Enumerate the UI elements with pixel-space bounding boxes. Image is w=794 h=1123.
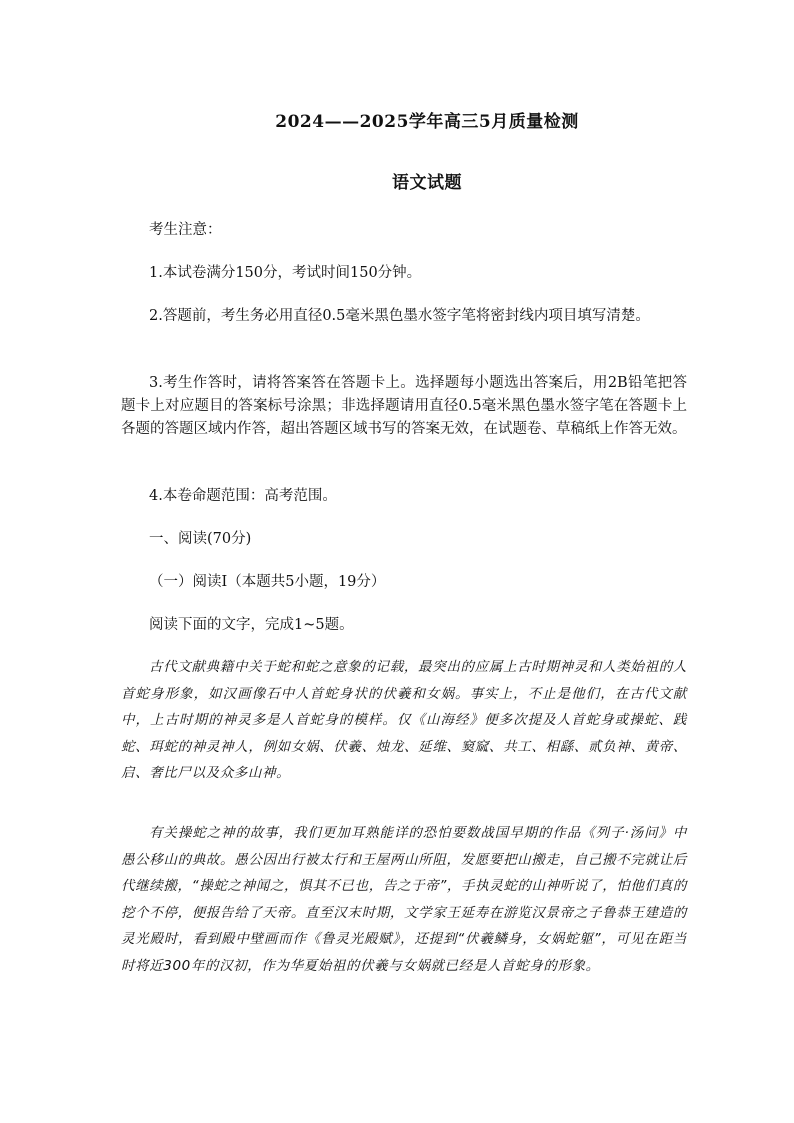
notice-item-4: 4.本卷命题范围：高考范围。 [149, 488, 337, 504]
passage-paragraph: 有关操蛇之神的故事，我们更加耳熟能详的恐怕要数战国早期的作品《列子·汤问》中愚公移山的典故。愚公因出行被太行和王屋两山所阻，发愿要把山搬走，自己搬不完就让后代继续搬，“操蛇之神闻之，惧其不已也，告之于帝”，手执灵蛇的山神听说了，怕他们真的挖个不停，便报告给了天帝。直至汉末时期，文学家王延寿在游览汉景帝之子鲁恭王建造的灵光殿时，看到殿中壁画而作《鲁灵光殿赋》，还提到“伏羲鳞身，女娲蛇躯”，可见在距当时将近300年的汉初，作为华夏始祖的伏羲与女娲就已经是人首蛇身的形象。 [121, 825, 687, 974]
passage-paragraph: 古代文献典籍中关于蛇和蛇之意象的记载，最突出的应属上古时期神灵和人类始祖的人首蛇身形象，如汉画像石中人首蛇身状的伏羲和女娲。事实上，不止是他们，在古代文献中，上古时期的神灵多是人首蛇身的模样。仅《山海经》便多次提及人首蛇身或操蛇、践蛇、珥蛇的神灵神人，例如女娲、伏羲、烛龙、延维、窫窳、共工、相繇、贰负神、黄帝、启、奢比尸以及众多山神。 [121, 659, 687, 781]
section-instruction: 阅读下面的文字，完成1~5题。 [149, 617, 354, 633]
section-part-title: 一、阅读(70分) [149, 531, 252, 547]
exam-title: 2024——2025学年高三5月质量检测 [275, 112, 579, 132]
notice-item-1: 1.本试卷满分150分，考试时间150分钟。 [149, 265, 422, 281]
notice-item-2: 2.答题前，考生务必用直径0.5毫米黑色墨水签字笔将密封线内项目填写清楚。 [149, 308, 650, 324]
section-sub-title: （一）阅读Ⅰ（本题共5小题，19分） [149, 574, 386, 590]
notice-item-3: 3.考生作答时，请将答案答在答题卡上。选择题每小题选出答案后，用2B铅笔把答题卡上对应题目的答案标号涂黑；非选择题请用直径0.5毫米黑色墨水签字笔在答题卡上各题的答题区域内作答，超出答题区域书写的答案无效，在试题卷、草稿纸上作答无效。 [121, 375, 687, 437]
notice-heading: 考生注意： [149, 222, 222, 238]
exam-subtitle: 语文试题 [392, 173, 462, 193]
